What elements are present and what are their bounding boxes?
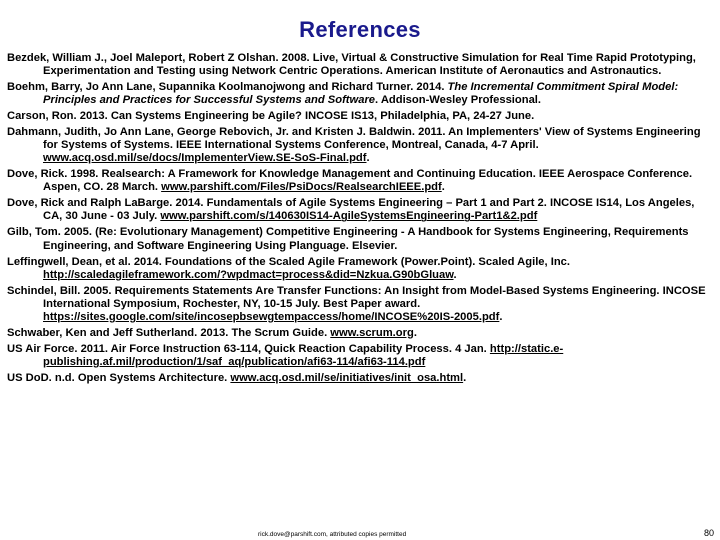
reference-text: . xyxy=(441,181,445,194)
reference-text: Dahmann, Judith, Jo Ann Lane, George Rebovich, Jr. and Kristen J. Baldwin. 2011. An Implementers' View of Systems Engineering for Systems of Systems. IEEE International Systems Conference, Montreal, Canada, 4-7 April. xyxy=(7,126,701,152)
reference-entry xyxy=(7,226,713,252)
reference-text: Dove, Rick. 1998. Realsearch: A Framework for Knowledge Management and Continuing Education. IEEE Aerospace Conference. Aspen, CO. 28 March. xyxy=(7,168,693,194)
reference-text: . xyxy=(499,310,503,323)
references-list xyxy=(7,52,713,388)
reference-text: Boehm, Barry, Jo Ann Lane, Supannika Koolmanojwong and Richard Turner. 2014. xyxy=(7,81,448,94)
reference-link[interactable]: www.acq.osd.mil/se/initiatives/init_osa.html xyxy=(230,371,464,384)
reference-title-italic: The Incremental Commitment Spiral Model: Principles and Practices for Successful Systems and Software xyxy=(43,81,679,107)
reference-link[interactable]: https://sites.google.com/site/incosepbsewgtempaccess/home/INCOSE%20IS-2005.pdf xyxy=(43,310,500,323)
footer-text: rick.dove@parshift.com, attributed copies permitted xyxy=(258,531,407,538)
reference-text: Leffingwell, Dean, et al. 2014. Foundations of the Scaled Agile Framework (Power.Point). Scaled Agile, Inc. xyxy=(7,255,571,268)
reference-text: . Addison-Wesley Professional. xyxy=(375,94,542,107)
reference-text: Carson, Ron. 2013. Can Systems Engineering be Agile? INCOSE IS13, Philadelphia, PA, 24-27 June. xyxy=(7,110,535,123)
reference-entry xyxy=(7,285,713,324)
reference-text: Gilb, Tom. 2005. (Re: Evolutionary Management) Competitive Engineering - A Handbook for Systems Engineering, Requirements Engineering, and Software Engineering Using Planguage. Elsevier. xyxy=(7,226,689,252)
reference-text: Schwaber, Ken and Jeff Sutherland. 2013. The Scrum Guide. xyxy=(7,326,331,339)
reference-text: . xyxy=(366,152,370,165)
reference-entry xyxy=(7,256,713,282)
reference-link[interactable]: http://static.e-publishing.af.mil/production/1/saf_aq/publication/afi63-114/afi63-114.pdf xyxy=(43,342,564,368)
reference-entry xyxy=(7,327,713,340)
reference-link[interactable]: http://scaledagileframework.com/?wpdmact=process&did=Nzkua.G90bGluaw xyxy=(43,268,454,281)
page-number: 80 xyxy=(704,528,715,538)
reference-text: US DoD. n.d. Open Systems Architecture. xyxy=(7,371,231,384)
reference-entry xyxy=(7,126,713,165)
reference-entry xyxy=(7,81,713,107)
reference-entry xyxy=(7,343,713,369)
reference-link[interactable]: www.scrum.org xyxy=(330,326,414,339)
reference-text: . xyxy=(453,268,457,281)
reference-text: . xyxy=(463,371,467,384)
reference-link[interactable]: www.acq.osd.mil/se/docs/ImplementerView.SE-SoS-Final.pdf xyxy=(43,152,367,165)
reference-text: . xyxy=(413,326,417,339)
reference-entry xyxy=(7,372,713,385)
reference-text: Bezdek, William J., Joel Maleport, Robert Z Olshan. 2008. Live, Virtual & Constructive Simulation for Real Time Rapid Prototyping, Experimentation and Testing using Network Centric Operations. American Institute of Aeronautics and Astronautics. xyxy=(7,52,696,78)
reference-text: US Air Force. 2011. Air Force Instruction 63-114, Quick Reaction Capability Process. 4 Jan. xyxy=(7,342,490,355)
reference-entry xyxy=(7,197,713,223)
reference-link[interactable]: www.parshift.com/s/140630IS14-AgileSystemsEngineering-Part1&2.pdf xyxy=(160,210,538,223)
page-title: References xyxy=(299,17,421,42)
reference-link[interactable]: www.parshift.com/Files/PsiDocs/RealsearchIEEE.pdf xyxy=(161,181,442,194)
reference-entry xyxy=(7,52,713,78)
reference-entry xyxy=(7,168,713,194)
reference-entry xyxy=(7,110,713,123)
reference-text: Schindel, Bill. 2005. Requirements Statements Are Transfer Functions: An Insight from Model-Based Systems Engineering. INCOSE International Symposium, Rochester, NY, 10-15 July. Best Paper award. xyxy=(7,284,706,310)
reference-text: Dove, Rick and Ralph LaBarge. 2014. Fundamentals of Agile Systems Engineering – Part 1 and Part 2. INCOSE IS14, Los Angeles, CA, 30 June - 03 July. xyxy=(7,197,695,223)
